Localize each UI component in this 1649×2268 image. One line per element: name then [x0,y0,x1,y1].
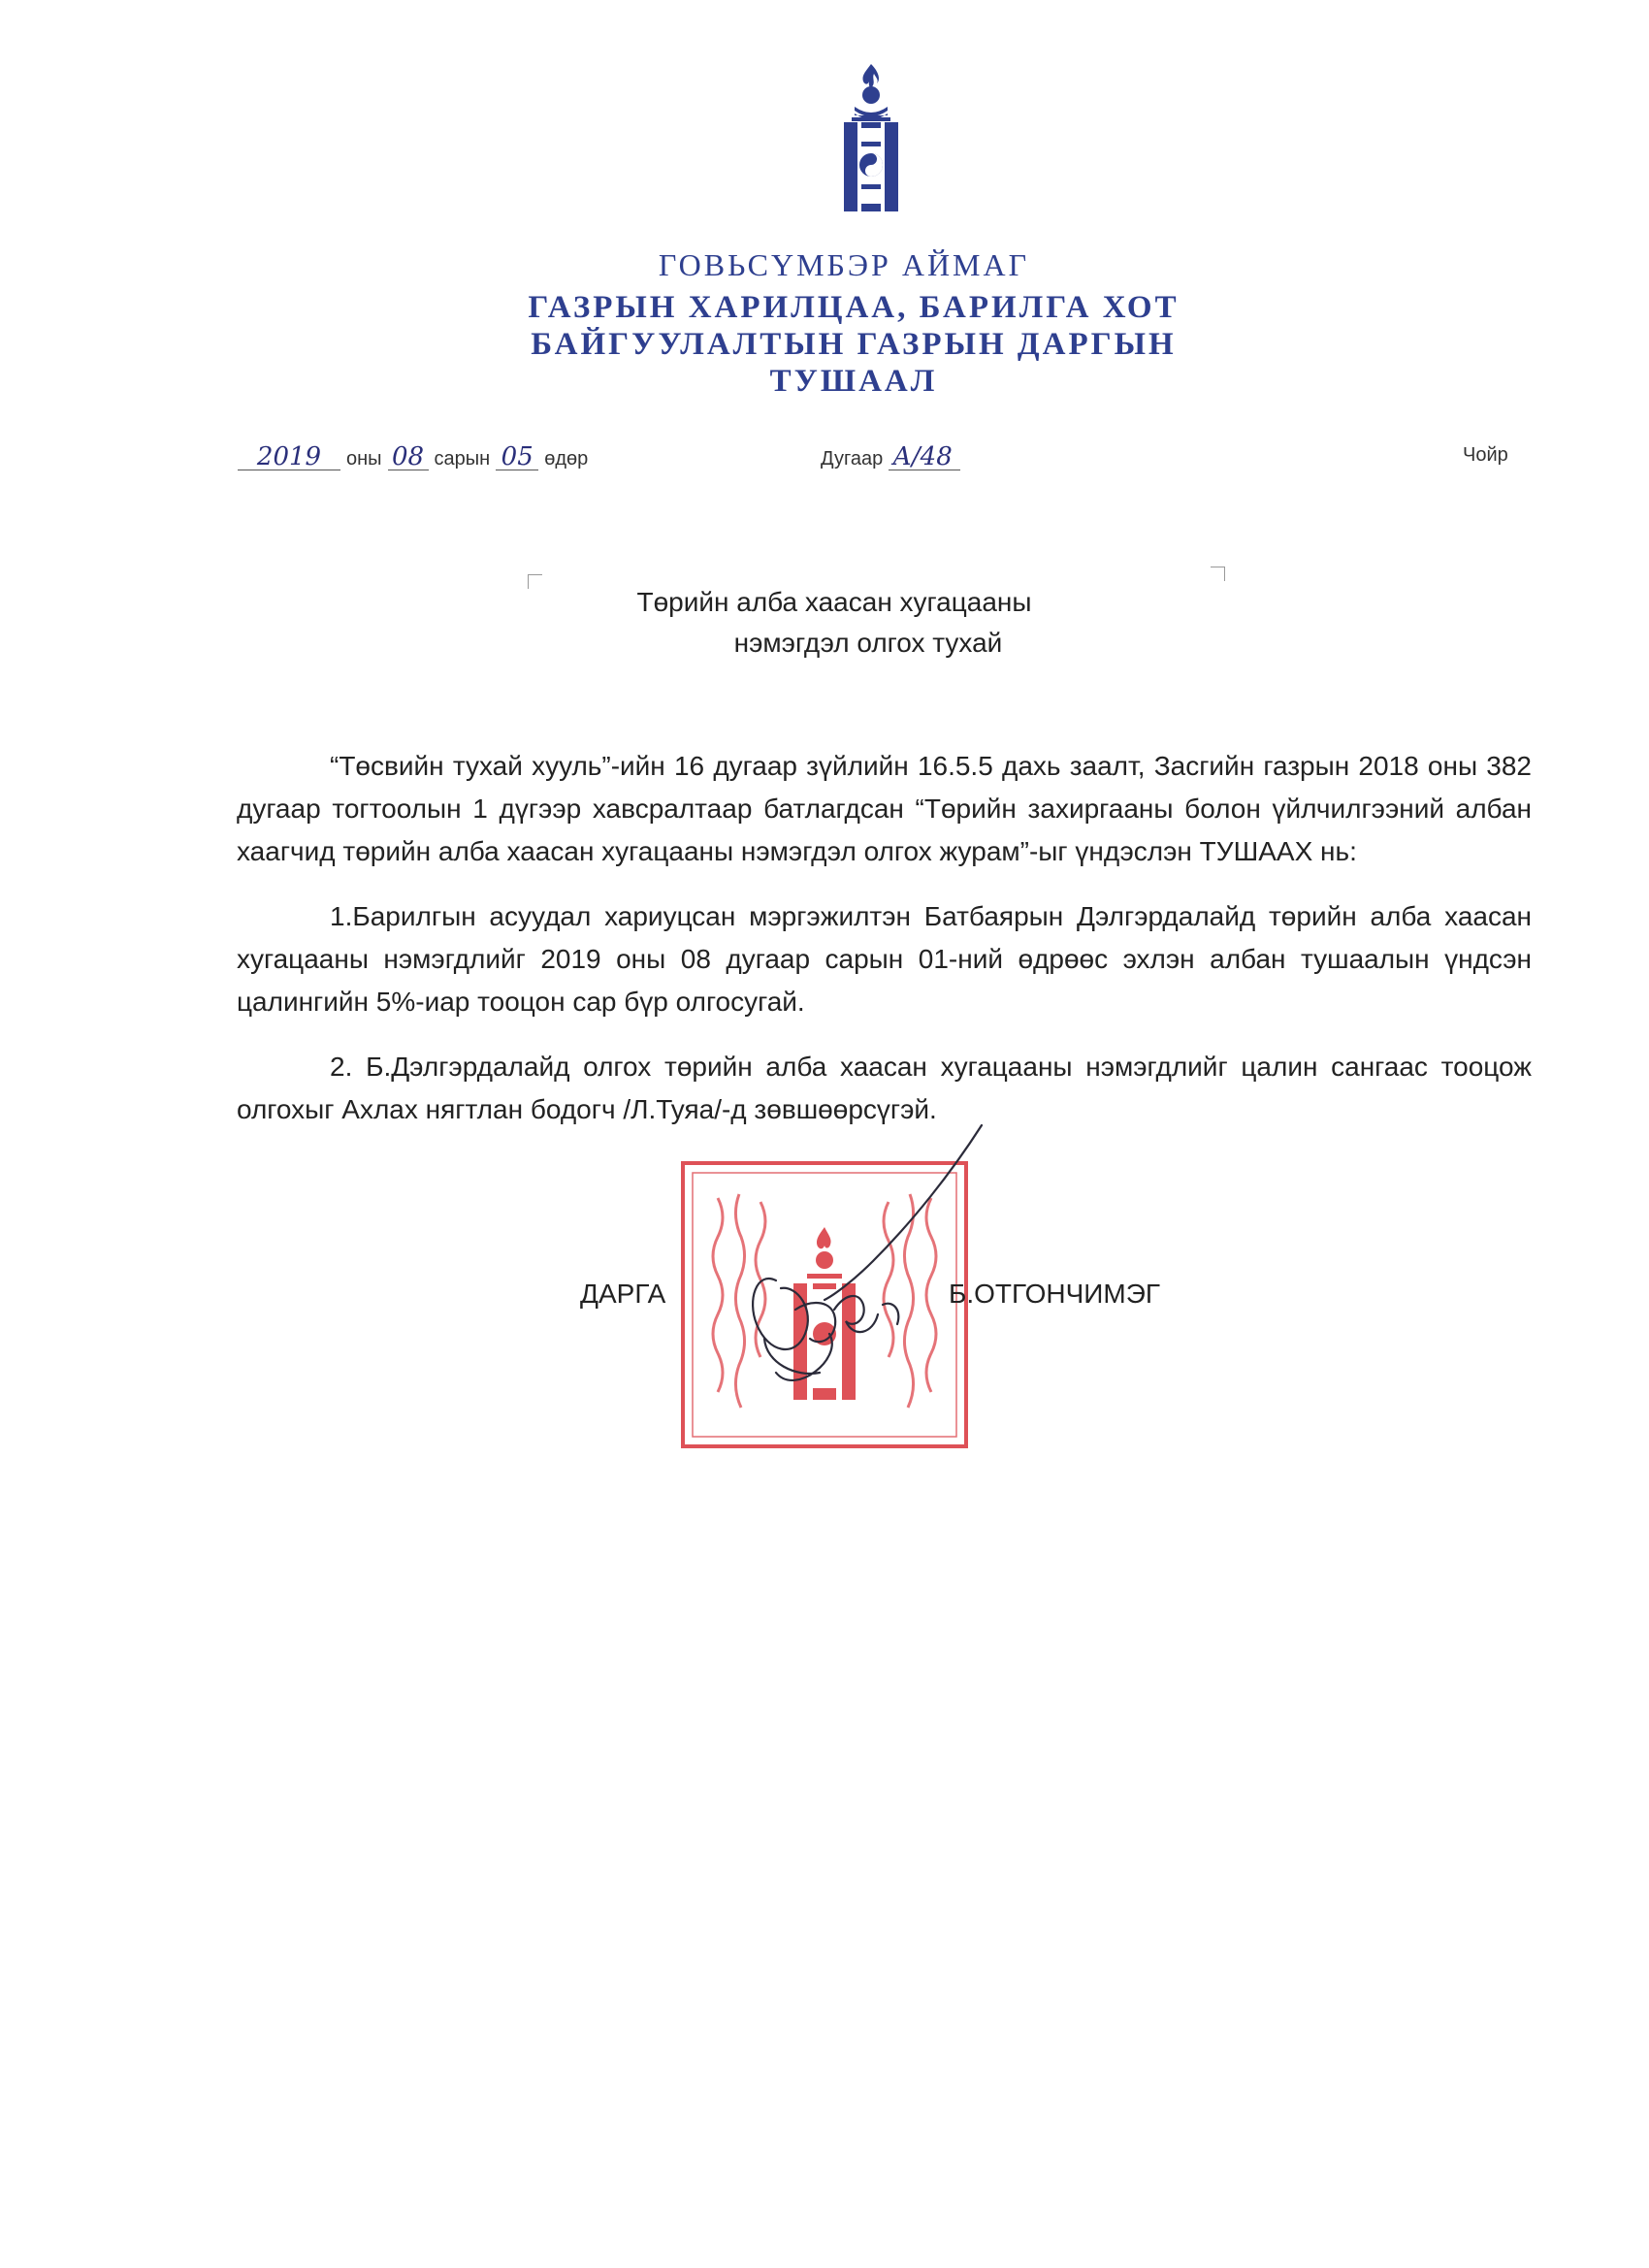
order-item-2: 2. Б.Дэлгэрдалайд олгох төрийн алба хаасан хугацааны нэмэгдлийг цалин сангаас тооцож олгохыг Ахлах нягтлан бодогч /Л.Туяа/-д зөвшөөрсүгэй. [237,1052,1532,1124]
document-body [237,745,1532,1153]
subject-line2: нэмэгдэл олгох тухай [733,628,1003,658]
subject-corner-right [1211,567,1225,581]
month-label: сарын [434,448,491,470]
year-label: оны [346,448,382,470]
document-type: ТУШААЛ [769,364,938,399]
document-number-line [815,444,960,470]
date-month: 08 [388,444,429,470]
number-label: Дугаар [821,448,884,470]
date-year: 2019 [238,444,340,470]
date-day: 05 [496,444,538,470]
place-name: Чойр [1463,444,1508,466]
office-name-line2: БАЙГУУЛАЛТЫН ГАЗРЫН ДАРГЫН [531,327,1177,362]
document-number: А/48 [889,444,960,470]
office-name-line1: ГАЗРЫН ХАРИЛЦАА, БАРИЛГА ХОТ [528,290,1180,325]
document-header [0,247,1649,400]
day-label: өдөр [544,448,589,470]
signatory-title: ДАРГА [580,1279,666,1309]
handwritten-signature [737,1116,989,1397]
state-emblem-icon [823,62,920,232]
subject-heading [0,582,1649,664]
subject-line1: Төрийн алба хаасан хугацааны [636,587,1032,617]
preamble-paragraph: “Төсвийн тухай хууль”-ийн 16 дугаар зүйлийн 16.5.5 дахь заалт, Засгийн газрын 2018 оны 382 дугаар тогтоолын 1 дүгээр хавсралтаар батлагдсан “Төрийн захиргааны болон үйлчилгээний албан хаагчид төрийн алба хаасан хугацааны нэмэгдэл олгох журам”-ыг үндэслэн ТУШААХ нь: [237,751,1532,866]
order-item-1: 1.Барилгын асуудал хариуцсан мэргэжилтэн Батбаярын Дэлгэрдалайд төрийн алба хаасан хугацааны нэмэгдлийг 2019 оны 08 дугаар сарын 01-ний өдрөөс эхлэн албан тушаалын үндсэн цалингийн 5%-иар тооцон сар бүр олгосугай. [237,901,1532,1017]
region-name: ГОВЬСҮМБЭР АЙМАГ [658,247,1030,282]
signatory-name: Б.ОТГОНЧИМЭГ [949,1279,1161,1309]
date-line [238,444,594,470]
